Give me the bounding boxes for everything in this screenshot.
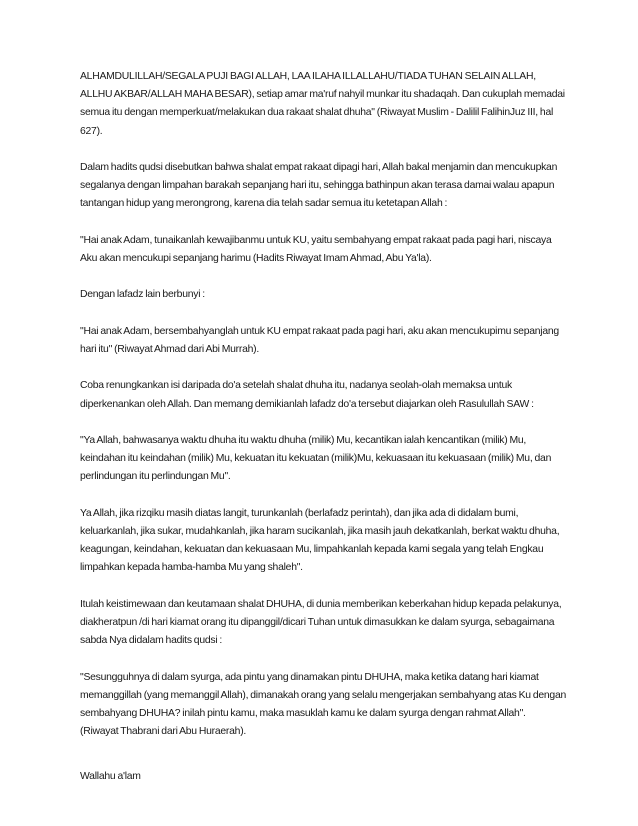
paragraph-hadits-qudsi-intro: Dalam hadits qudsi disebutkan bahwa shalat empat rakaat dipagi hari, Allah bakal menjamin dan mencukupkan segalanya dengan limpahan barakah sepanjang hari itu, sehingga bathinpun akan terasa damai walau apapun tantangan hidup yang merongrong, karena dia telah sadar semua itu ketetapan Allah : [80, 162, 558, 210]
paragraph-doa-part-1: "Ya Allah, bahwasanya waktu dhuha itu waktu dhuha (milik) Mu, kecantikan ialah kencantikan (milik) Mu, keindahan itu keindahan (milik) Mu, kekuatan itu kekuatan (milik)Mu, kekuasaan itu kekuasaan (milik) Mu, dan perlindungan itu perlindungan Mu". [80, 434, 552, 483]
paragraph-keistimewaan: Itulah keistimewaan dan keutamaan shalat DHUHA, di dunia memberikan keberkahan hidup kepada pelakunya, diakheratpun /di hari kiamat orang itu dipanggil/dicari Tuhan untuk dimasukkan ke dalam syurga, sebagaimana sabda Nya didalam hadits qudsi : [80, 598, 562, 647]
document-body [80, 68, 566, 805]
paragraph-pintu-dhuha: "Sesungguhnya di dalam syurga, ada pintu yang dinamakan pintu DHUHA, maka ketika datang hari kiamat memanggillah (yang memanggil Allah), dimanakah orang yang selalu mengerjakan sembahyang atas Ku dengan sembahyang DHUHA? inilah pintu kamu, maka masuklah kamu ke dalam syurga dengan rahmat Allah". (Riwayat Thabrani dari Abu Huraerah). [80, 671, 566, 738]
paragraph-doa-part-2: Ya Allah, jika rizqiku masih diatas langit, turunkanlah (berlafadz perintah), dan jika ada di didalam bumi, keluarkanlah, jika sukar, mudahkanlah, jika haram sucikanlah, jika masih jauh dekatkanlah, berkat waktu dhuha, keagungan, keindahan, kekuatan dan kekuasaan Mu, limpahkanlah kepada kami segala yang telah Engkau limpahkan kepada hamba-hamba Mu yang shaleh". [80, 507, 560, 574]
paragraph-lafadz-lain: Dengan lafadz lain berbunyi : [80, 289, 205, 301]
paragraph-closing: Wallahu a'lam [80, 771, 141, 783]
paragraph-opening-dhikr: ALHAMDULILLAH/SEGALA PUJI BAGI ALLAH, LAA ILAHA ILLALLAHU/TIADA TUHAN SELAIN ALLAH, ALLHU AKBAR/ALLAH MAHA BESAR), setiap amar ma'ruf nahyil munkar itu shadaqah. Dan cukuplah memadai semua itu dengan memperkuat/melakukan dua rakaat shalat dhuha" (Riwayat Muslim - Dalilil FalihinJuz III, hal 627). [80, 71, 565, 137]
paragraph-hadits-ahmad: "Hai anak Adam, tunaikanlah kewajibanmu untuk KU, yaitu sembahyang empat rakaat pada pagi hari, niscaya Aku akan mencukupi sepanjang harimu (Hadits Riwayat Imam Ahmad, Abu Ya'la). [80, 234, 552, 264]
paragraph-hadits-abi-murrah: "Hai anak Adam, bersembahyanglah untuk KU empat rakaat pada pagi hari, aku akan mencukupimu sepanjang hari itu" (Riwayat Ahmad dari Abi Murrah). [80, 325, 559, 355]
paragraph-doa-intro: Coba renungkankan isi daripada do'a setelah shalat dhuha itu, nadanya seolah-olah memaksa untuk diperkenankan oleh Allah. Dan memang demikianlah lafadz do'a tersebut diajarkan oleh Rasulullah SAW : [80, 380, 534, 410]
